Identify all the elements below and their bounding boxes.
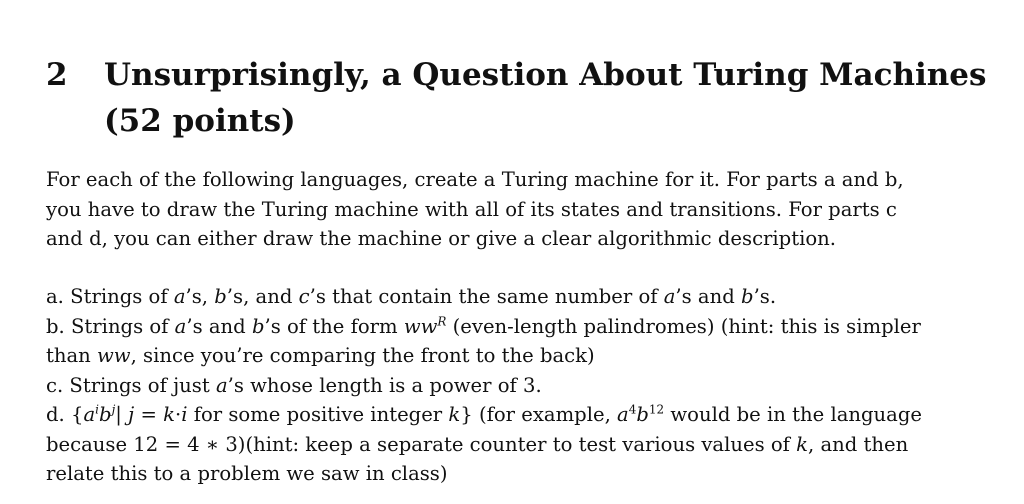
part-d-math-1: a <box>83 403 96 426</box>
part-b-line-2 <box>46 341 976 371</box>
part-d-text-1: { <box>64 403 84 426</box>
part-c-text-1: Strings of just <box>63 373 216 397</box>
part-d-math-3: j <box>128 403 135 426</box>
section-number: 2 <box>46 57 68 93</box>
part-a-math-3: c <box>298 285 310 308</box>
part-b-text-5: than <box>46 344 98 367</box>
part-d-math-7: a <box>617 403 629 426</box>
section-title-line-1: Unsurprisingly, a Question About Turing Machines <box>104 57 987 93</box>
part-b-line-1 <box>46 312 976 342</box>
part-d-line-3: relate this to a problem we saw in class) <box>46 462 448 485</box>
part-b-label: b. <box>46 314 65 338</box>
intro-line-3: and d, you can either draw the machine or give a clear algorithmic description. <box>46 227 837 250</box>
part-a <box>46 282 976 312</box>
part-d-text-9: , and then <box>808 432 909 456</box>
part-d-math-2: b <box>99 403 112 426</box>
part-d-text-8: because 12 = 4 ∗ 3)(hint: keep a separate counter to test various values of <box>46 432 797 456</box>
part-a-label: a. <box>46 285 64 308</box>
part-a-text-2: ’s, <box>185 285 215 308</box>
part-b-text-6: , since you’re comparing the front to the back) <box>130 344 595 367</box>
part-d-sup-2: j <box>111 402 116 417</box>
parts-list <box>46 282 976 489</box>
part-a-math-2: b <box>214 285 227 308</box>
part-c-label: c. <box>46 373 64 397</box>
part-d-math-5: i <box>181 403 188 426</box>
part-b-text-4: (even-length palindromes) (hint: this is simpler <box>446 314 921 338</box>
part-b-math-4: ww <box>97 344 131 367</box>
part-a-text-6: ’s. <box>753 285 777 308</box>
part-b-sup-1: R <box>437 313 447 328</box>
part-d-text-5: for some positive integer <box>187 403 449 426</box>
part-a-text-4: ’s that contain the same number of <box>309 285 664 308</box>
part-a-text-3: ’s, and <box>226 285 299 308</box>
part-d <box>46 400 976 489</box>
part-b-text-2: ’s and <box>186 314 252 338</box>
part-d-line-1 <box>46 400 976 430</box>
part-d-label: d. <box>46 403 65 426</box>
part-d-text-6: } (for example, <box>460 403 618 426</box>
part-d-math-4: k <box>163 403 175 426</box>
part-a-text-5: ’s and <box>675 285 742 308</box>
part-d-sup-3: 4 <box>628 402 637 417</box>
part-d-math-6: k <box>448 403 461 426</box>
part-c-text-2: ’s whose length is a power of 3. <box>227 373 542 397</box>
part-b-math-3: ww <box>403 314 438 338</box>
part-d-line-2 <box>46 430 976 460</box>
part-d-text-4: · <box>174 403 182 426</box>
part-d-text-3: = <box>134 403 164 426</box>
part-d-text-2: | <box>115 403 129 426</box>
part-a-math-1: a <box>173 285 186 308</box>
intro-line-1: For each of the following languages, create a Turing machine for it. For parts a and b, <box>46 168 904 191</box>
part-d-sup-4: 12 <box>648 402 665 417</box>
part-d-math-8: b <box>636 403 649 426</box>
part-a-text-1: Strings of <box>63 285 174 308</box>
section-title <box>104 52 1004 144</box>
part-b <box>46 312 976 371</box>
part-c <box>46 371 976 401</box>
part-b-math-2: b <box>251 314 265 338</box>
part-b-text-1: Strings of <box>64 314 175 338</box>
part-b-text-3: ’s of the form <box>264 314 404 338</box>
part-d-math-9: k <box>796 432 809 456</box>
intro-line-2: you have to draw the Turing machine with all of its states and transitions. For parts c <box>46 197 897 221</box>
part-d-text-7: would be in the language <box>664 403 922 426</box>
part-d-sup-1: i <box>95 402 100 417</box>
part-a-math-5: b <box>741 285 754 308</box>
part-b-math-1: a <box>174 314 187 338</box>
section-title-line-2: (52 points) <box>104 103 296 139</box>
part-a-math-4: a <box>663 285 676 308</box>
part-c-math-1: a <box>215 373 228 397</box>
intro-paragraph <box>46 165 976 254</box>
